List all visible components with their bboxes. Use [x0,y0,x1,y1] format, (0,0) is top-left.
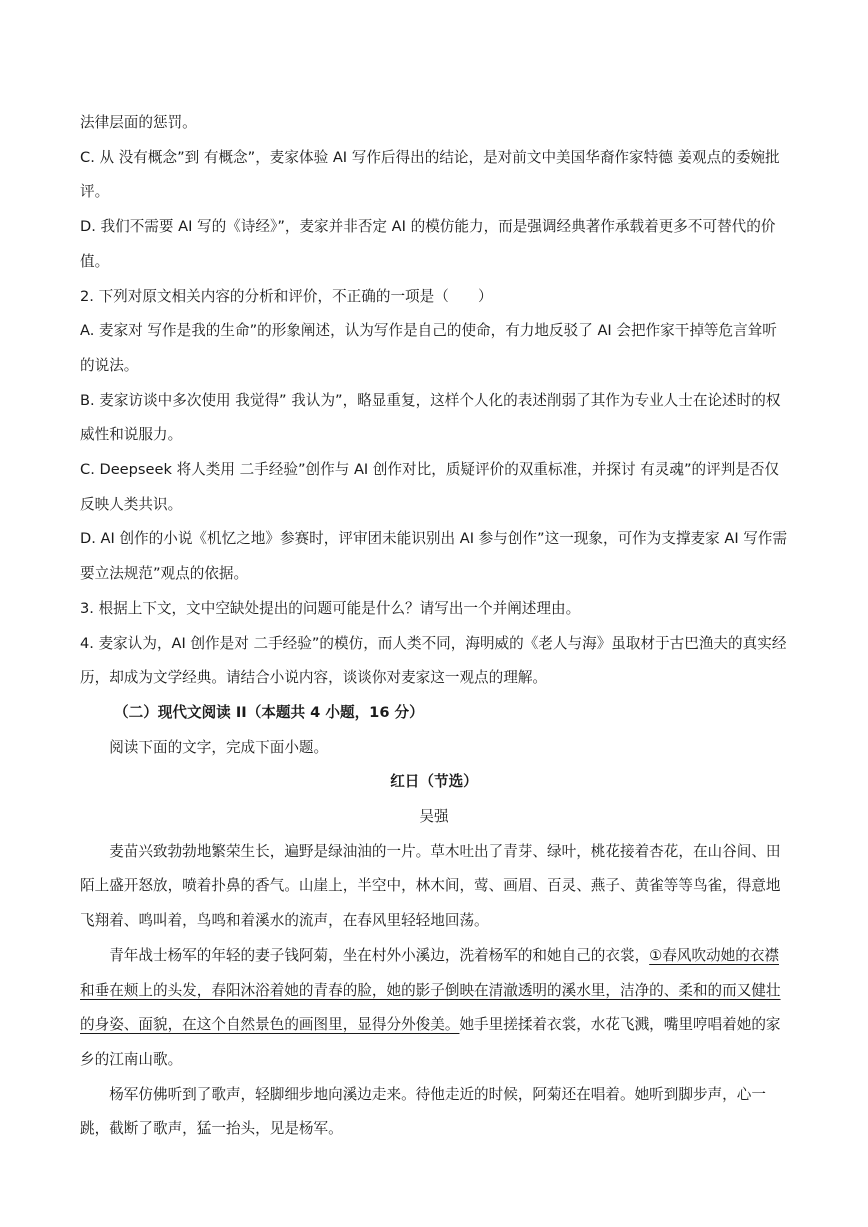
paragraph-2-closing: 她手里搓揉着衣裳，水花飞溅，嘴里哼唱着她的家乡的江南山歌。 [80,1016,781,1068]
option-c-q1: C. 从 没有概念”到 有概念”，麦家体验 AI 写作后得出的结论，是对前文中美国华裔作家特德 姜观点的委婉批评。 [80,148,780,201]
question-2: 2. 下列对原文相关内容的分析和评价，不正确的一项是（ ） [80,287,493,305]
option-d-q2: D. AI 创作的小说《机忆之地》参赛时，评审团未能识别出 AI 参与创作”这一现象，可作为支撑麦家 AI 写作需要立法规范”观点的依据。 [80,530,788,583]
article-title: 红日（节选） [390,773,478,791]
section-heading: （二）现代文阅读 II（本题共 4 小题，16 分） [114,703,424,721]
article-paragraph-1: 麦苗兴致勃勃地繁荣生长，遍野是绿油油的一片。草木吐出了青芽、绿叶，桃花接着杏花，在山谷间、田陌上盛开怒放，喷着扑鼻的香气。山崖上，半空中，林木间，莺、画眉、百灵、燕子、黄雀等等鸟雀，得意地飞翔着、鸣叫着，鸟鸣和着溪水的流声，在春风里轻轻地回荡。 [80,842,781,930]
question-3: 3. 根据上下文，文中空缺处提出的问题可能是什么？请写出一个并阐述理由。 [80,599,581,617]
article-paragraph-2 [80,939,788,1078]
article-paragraph-3: 杨军仿佛听到了歌声，轻脚细步地向溪边走来。待他走近的时候，阿菊还在唱着。她听到脚步声，心一跳，截断了歌声，猛一抬头，见是杨军。 [80,1085,766,1138]
option-a-q2: A. 麦家对 写作是我的生命”的形象阐述，认为写作是自己的使命，有力地反驳了 AI 会把作家干掉等危言耸听的说法。 [80,322,777,374]
article-author: 吴强 [419,808,449,826]
question-4: 4. 麦家认为，AI 创作是对 二手经验”的模仿，而人类不同，海明威的《老人与海》虽取材于古巴渔夫的真实经历，却成为文学经典。请结合小说内容，谈谈你对麦家这一观点的理解。 [80,634,787,687]
document-body [80,106,788,1147]
option-b-q2: B. 麦家访谈中多次使用 我觉得” 我认为”，略显重复，这样个人化的表述削弱了其作为专业人士在论述时的权威性和说服力。 [80,391,781,444]
option-d-q1: D. 我们不需要 AI 写的《诗经》”，麦家并非否定 AI 的模仿能力，而是强调经典著作承载着更多不可替代的价值。 [80,218,776,270]
option-c-q2: C. Deepseek 将人类用 二手经验”创作与 AI 创作对比，质疑评价的双重标准，并探讨 有灵魂”的评判是否仅反映人类共识。 [80,461,780,513]
paragraph-legal-punishment: 法律层面的惩罚。 [80,114,197,131]
paragraph-2-opening: 青年战士杨军的年轻的妻子钱阿菊，坐在村外小溪边，洗着杨军的和她自己的衣裳， [109,946,650,964]
underlined-sentence-1: ①春风吹动她的衣襟和垂在颊上的头发，春阳沐浴着她的青春的脸，她的影子倒映在清澈透明的溪水里，洁净的、柔和的而又健壮的身姿、面貌，在这个自然景色的画图里，显得分外俊美。 [80,946,781,1034]
reading-instruction: 阅读下面的文字，完成下面小题。 [109,738,329,756]
